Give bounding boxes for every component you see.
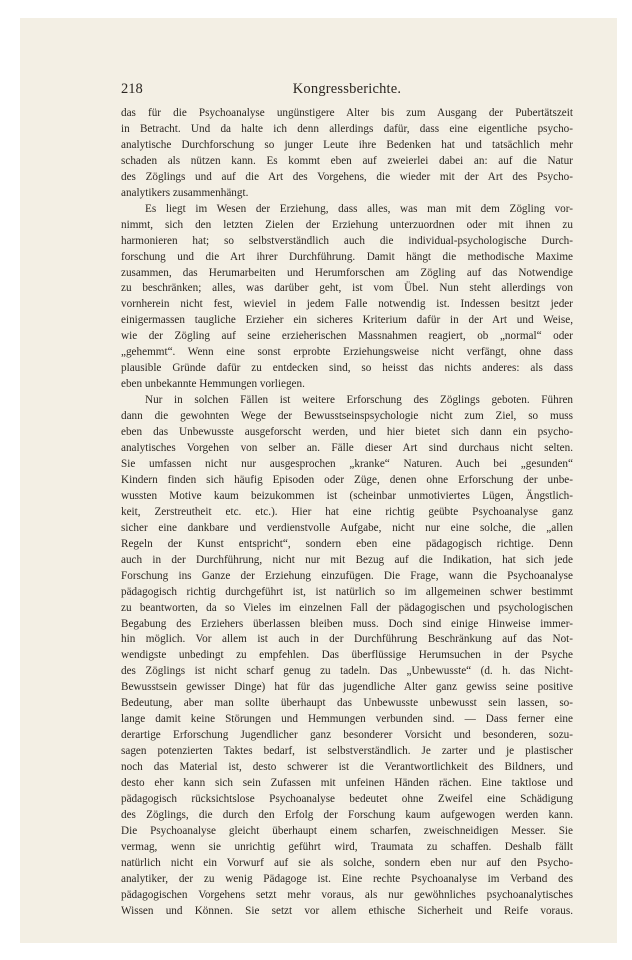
text-line: in Betracht. Und da halte ich denn allerdings dafür, dass eine eigentliche psycho- xyxy=(121,122,573,135)
text-line: einigermassen taugliche Erzieher ein sicheres Kriterium dafür in der Art und Weise, xyxy=(121,314,573,327)
text-line: hin möglich. Vor allem ist auch in der Durchführung Beschränkung auf das Not- xyxy=(121,633,573,646)
text-line: Kindern finden sich häufig Episoden oder Züge, denen ohne Erforschung der unbe- xyxy=(121,473,573,486)
text-line: analytiker, der zu wenig Pädagoge ist. Eine rechte Psychoanalyse im Verband des xyxy=(121,872,573,885)
text-line: sagen potenzierten Taktes bedarf, ist selbstverständlich. Je zarter und je plastischer xyxy=(121,745,573,758)
text-line: pädagogisch richtig durchgeführt ist, ist natürlich so im allgemeinen schwer bestimmt xyxy=(121,585,573,598)
text-line: Die Psychoanalyse gleicht überhaupt einem scharfen, zweischneidigen Messer. Sie xyxy=(121,824,573,837)
text-line: Bewusstsein gewisser Dinge) hat für das jugendliche Alter ganz gewiss seine positive xyxy=(121,681,573,694)
text-line: dann die gewohnten Wege der Bewusstseinspsychologie nicht zum Ziel, so muss xyxy=(121,410,573,423)
text-line: Forschung ins Ganze der Erziehung einzufügen. Die Frage, wann die Psychoanalyse xyxy=(121,569,573,582)
text-line: plausible Gründe dafür zu entdecken sind, so heisst das nichts anderes: als dass xyxy=(121,362,573,375)
text-line: Sie umfassen nicht nur ausgesprochen „kranke“ Naturen. Auch bei „gesunden“ xyxy=(121,457,573,470)
text-line: des Zöglings und auf die Art des Vorgehens, die wieder mit der Art des Psycho- xyxy=(121,170,573,183)
text-line: zu beantworten, da so Vieles im einzelnen Fall der pädagogischen und psychologischen xyxy=(121,601,573,614)
text-line: derartige Erforschung Jugendlicher ganz besonderer Vorsicht und besonderen, sozu- xyxy=(121,729,573,742)
body-text xyxy=(121,106,573,920)
text-line: wendigste unbedingt zu empfehlen. Das überflüssige Herumsuchen in der Psyche xyxy=(121,649,573,662)
text-line: zusammen, das Herumarbeiten und Herumforschen am Zögling auf das Notwendige xyxy=(121,266,573,279)
text-line: zu beschränken; alles, was darüber geht, ist vom Übel. Nun steht allerdings von xyxy=(121,282,573,295)
paragraph xyxy=(121,106,573,202)
text-line: noch das Material ist, desto schwerer ist die Verantwortlichkeit des Bildners, und xyxy=(121,761,573,774)
text-line: wussten Motive kaum beizukommen ist (scheinbar unmotiviertes Lügen, Ängstlich- xyxy=(121,489,573,502)
text-line: das für die Psychoanalyse ungünstigere Alter bis zum Ausgang der Pubertätszeit xyxy=(121,107,573,119)
running-head: Kongressberichte. xyxy=(292,81,402,97)
text-line: des Zöglings ist nicht scharf genug zu tadeln. Das „Unbewusste“ (d. h. das Nicht- xyxy=(121,665,573,678)
text-line: analytisches Vorgehen von selber an. Fälle dieser Art sind durchaus nicht selten. xyxy=(121,442,573,455)
text-line: keit, Zerstreutheit etc. etc.). Hier hat eine richtig geübte Psychoanalyse ganz xyxy=(121,505,573,518)
paragraph xyxy=(121,202,573,393)
text-line: wie der Zögling auf seine erzieherischen Massnahmen reagiert, ob „normal“ oder xyxy=(121,330,573,343)
text-line: „gehemmt“. Wenn eine sonst erprobte Erziehungsweise nicht verfängt, ohne dass xyxy=(121,346,573,359)
text-line: Es liegt im Wesen der Erziehung, dass alles, was man mit dem Zögling vor- xyxy=(145,202,573,215)
page-number: 218 xyxy=(121,81,143,97)
text-line: analytische Durchforschung so junger Leute ihre Bedenken hat und tatsächlich mehr xyxy=(121,138,573,151)
text-line: Regeln der Kunst entspricht“, sondern eben eine pädagogisch richtige. Denn xyxy=(121,537,573,550)
text-line: natürlich nicht ein Vorwurf auf sie als solche, sondern eben nur auf den Psycho- xyxy=(121,856,573,869)
text-line: nimmt, sich den letzten Zielen der Erziehung unterzuordnen oder mit ihnen zu xyxy=(121,218,573,231)
text-line: Begabung des Erziehers überlassen bleiben muss. Doch sind einige Hinweise immer- xyxy=(121,617,573,630)
page-header xyxy=(121,81,573,101)
text-line: des Zöglings, die durch den Erfolg der Forschung kaum aufgewogen werden kann. xyxy=(121,808,573,821)
text-line: Bedeutung, aber man sollte überhaupt das Unbewusste unbewusst sein lassen, so- xyxy=(121,697,573,710)
text-line: schaden als nützen kann. Es kommt eben auf zweierlei dabei an: auf die Natur xyxy=(121,154,573,167)
text-line: pädagogisch rücksichtslose Psychoanalyse bedeutet ohne Zweifel eine Schädigung xyxy=(121,792,573,805)
text-line: Nur in solchen Fällen ist weitere Erforschung des Zöglings geboten. Führen xyxy=(145,394,573,407)
text-line: sicher eine dankbare und verdienstvolle Aufgabe, nicht nur eine solche, die „allen xyxy=(121,521,573,534)
text-line: lange damit keine Störungen und Hemmungen verbunden sind. — Dass ferner eine xyxy=(121,713,573,726)
text-line: auch in der Durchführung, nicht nur mit Bezug auf die Indikation, hat sich jede xyxy=(121,553,573,566)
text-line: vermag, wenn sie unrichtig geführt wird, Traumata zu schaffen. Deshalb fällt xyxy=(121,840,573,853)
text-line: forschung und die Art ihrer Durchführung. Damit hängt die methodische Maxime xyxy=(121,250,573,263)
text-line: Wissen und Können. Sie setzt vor allem ethische Sicherheit und Reife voraus. xyxy=(121,904,573,917)
paragraph xyxy=(121,393,573,919)
text-line: harmonieren hat; so selbstverständlich auch die individual-psychologische Durch- xyxy=(121,234,573,247)
text-line: eben unbekannte Hemmungen vorliegen. xyxy=(121,378,305,391)
text-line: eben das Unbewusste ausgeforscht werden, und hier bietet sich dann ein psycho- xyxy=(121,426,573,439)
text-line: vornherein nicht fest, wieviel in jedem Falle notwendig ist. Indessen besitzt jeder xyxy=(121,298,573,311)
text-line: analytikers zusammenhängt. xyxy=(121,186,249,199)
text-line: pädagogischen Vorgehens setzt mehr voraus, als nur gewöhnliches psychoanalytisches xyxy=(121,888,573,901)
text-line: desto eher kann sich sein Zufassen mit unfeinen Händen rächen. Eine taktlose und xyxy=(121,777,573,790)
